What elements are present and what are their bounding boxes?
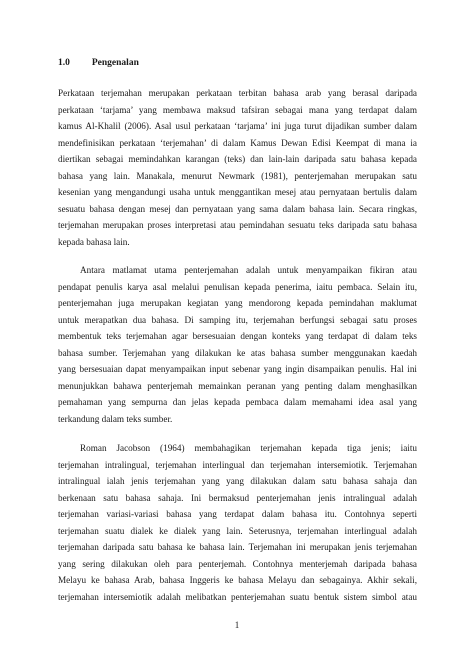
text-line: mendefinisikan perkataan ‘terjemahan’ di dalam Kamus Dewan Edisi Keempat di mana ia xyxy=(58,137,417,148)
text-line: terjemahan variasi-variasi bahasa yang terdapat dalam bahasa itu. Contohnya seperti xyxy=(58,509,417,519)
text-line: penterjemahan juga merupakan kegiatan yang mendorong kepada pemindahan maklumat xyxy=(58,298,417,308)
text-line: terjemahan suatu dialek ke dialek yang lain. Seterusnya, terjemahan interlingual adalah xyxy=(58,525,417,536)
text-line: diertikan sebagai memindahkan karangan (teks) dan lain-lain daripada satu bahasa kepada xyxy=(58,154,417,164)
text-line: terjemahan merupakan proses interpretasi atau pemindahan sesuatu teks daripada satu bahasa xyxy=(58,220,417,230)
text-line: membentuk teks terjemahan agar bersesuaian dengan konteks yang terdapat di dalam teks xyxy=(58,331,417,341)
text-line: Melayu ke bahasa Arab, bahasa Inggeris ke bahasa Melayu dan sebagainya. Akhir sekali, xyxy=(58,575,417,585)
text-line: kesenian yang mengandungi usaha untuk menggantikan mesej atau pernyataan bertulis dalam xyxy=(58,187,417,197)
text-line: pendapat penulis karya asal melalui penulisan kepada penerima, iaitu pembaca. Selain itu, xyxy=(58,281,417,292)
text-line: Roman Jacobson (1964) membahagikan terjemahan kepada tiga jenis; iaitu xyxy=(80,443,417,453)
section-number: 1.0 xyxy=(58,58,70,68)
text-line: yang bersesuaian dapat menyampaikan input sebenar yang ingin disampaikan penulis. Hal ini xyxy=(58,364,417,374)
section-title: Pengenalan xyxy=(91,58,139,68)
page-number: 1 xyxy=(234,620,240,630)
text-line: menunjukkan bahawa penterjemah memainkan peranan yang penting dalam menghasilkan xyxy=(58,380,417,391)
text-line: terjemahan intersemiotik adalah melibatkan penterjemahan suatu bentuk sistem simbol atau xyxy=(58,591,417,602)
text-line: perkataan ‘tarjama’ yang membawa maksud tafsiran sebagai mana yang terdapat dalam xyxy=(58,104,417,115)
text-line: kamus Al-Khalil (2006). Asal usul perkataan ‘tarjama’ ini juga turut dijadikan sumber dalam xyxy=(58,121,417,131)
text-line: intralingual ialah jenis terjemahan yang yang dilakukan dalam satu bahasa sahaja dan xyxy=(58,476,417,486)
section-heading xyxy=(58,58,139,68)
text-line: untuk merapatkan dua bahasa. Di samping itu, terjemahan berfungsi sebagai satu proses xyxy=(58,314,417,325)
text-line: terjemahan daripada satu bahasa ke bahasa lain. Terjemahan ini merupakan jenis terjemahan xyxy=(58,542,417,552)
text-line: Perkataan terjemahan merupakan perkataan terbitan bahasa arab yang berasal daripada xyxy=(58,88,417,98)
text-line: bahasa sumber. Terjemahan yang dilakukan ke atas bahasa sumber menggunakan kaedah xyxy=(58,347,417,358)
text-line: kepada bahasa lain. xyxy=(58,236,130,247)
text-line: bahasa yang lain. Manakala, menurut Newmark (1981), penterjemahan merupakan satu xyxy=(58,170,417,181)
text-line: terkandung dalam teks sumber. xyxy=(58,413,173,424)
text-line: pemahaman yang sempurna dan jelas kepada pembaca dalam memahami idea asal yang xyxy=(58,397,417,407)
text-line: sesuatu bahasa dengan mesej dan pernyataan yang sama dalam bahasa lain. Secara ringkas, xyxy=(58,203,417,214)
text-line: terjemahan intralingual, terjemahan interlingual dan terjemahan intersemiotik. Terjemahan xyxy=(58,459,417,470)
text-line: Antara matlamat utama penterjemahan adalah untuk menyampaikan fikiran atau xyxy=(80,265,417,275)
text-line: yang sering dilakukan oleh para penterjemah. Contohnya menterjemah daripada bahasa xyxy=(58,558,417,569)
text-line: berkenaan satu bahasa sahaja. Ini bermaksud penterjemahan jenis intralingual adalah xyxy=(58,492,417,503)
